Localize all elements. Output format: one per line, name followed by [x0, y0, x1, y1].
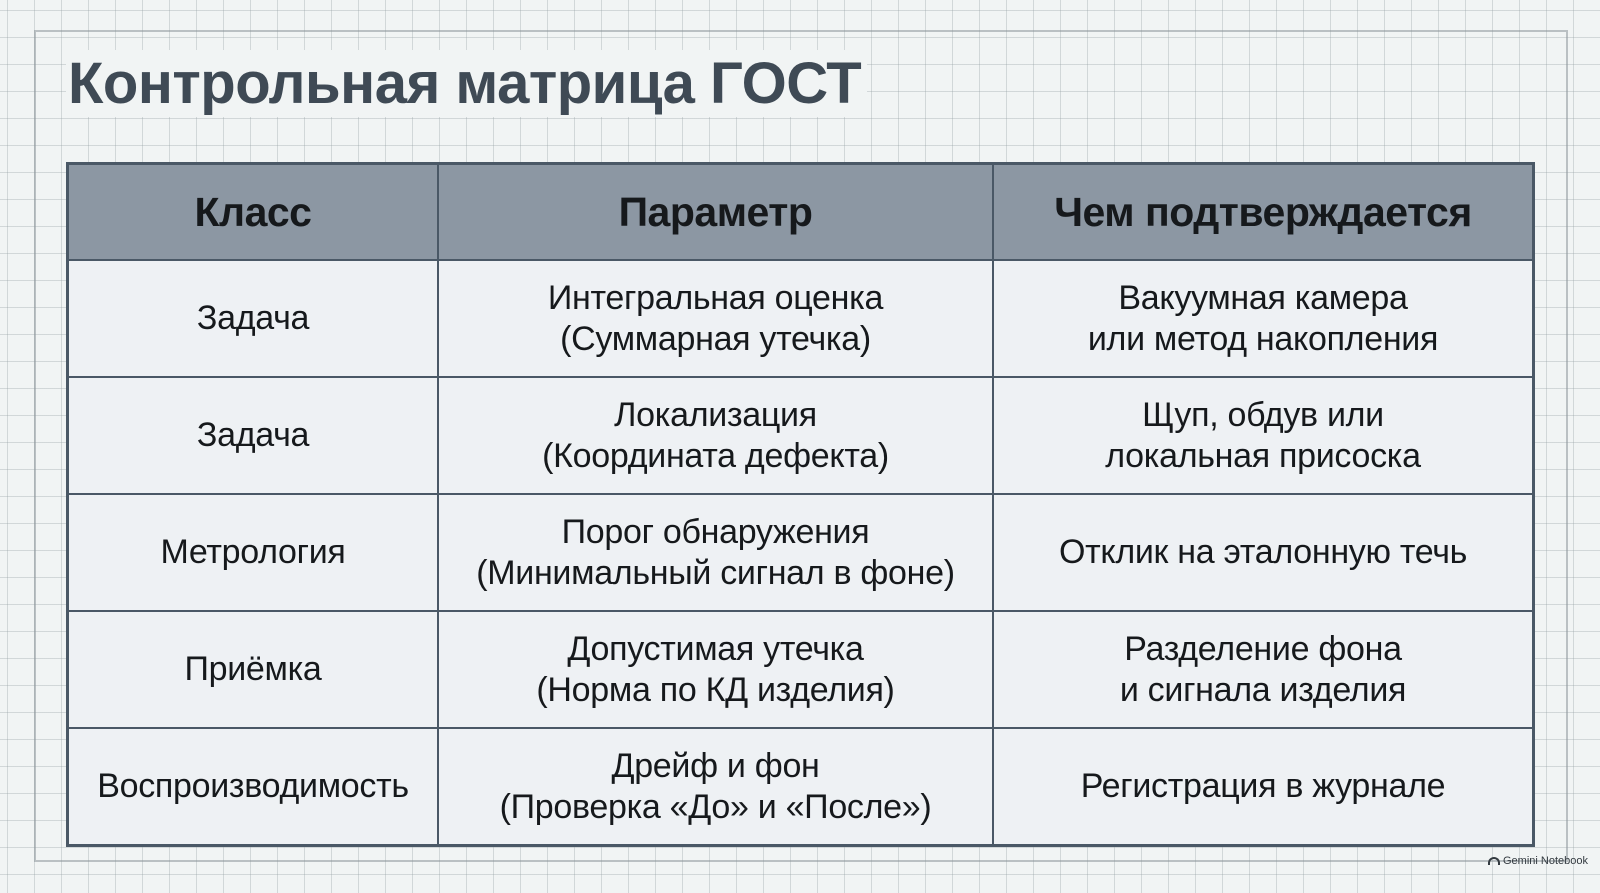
- confirmation-line: Отклик на эталонную течь: [1058, 533, 1468, 571]
- table-row: [68, 728, 1534, 846]
- header-row: [68, 164, 1534, 261]
- watermark: [1488, 855, 1588, 867]
- class-cell: Воспроизводимость: [68, 728, 439, 846]
- parameter-note: (Норма по КД изделия): [536, 670, 895, 709]
- confirmation-cell: [993, 377, 1534, 494]
- confirmation-line: Щуп, обдув или: [1142, 395, 1384, 434]
- confirmation-cell: [993, 611, 1534, 728]
- table-row: [68, 377, 1534, 494]
- class-cell: Метрология: [68, 494, 439, 611]
- parameter-cell: [438, 728, 993, 846]
- parameter-line: Локализация: [614, 395, 817, 434]
- parameter-cell: [438, 260, 993, 377]
- parameter-note: (Проверка «До» и «После»): [499, 787, 932, 826]
- class-cell: Приёмка: [68, 611, 439, 728]
- column-header-confirmation: Чем подтверждается: [993, 164, 1534, 261]
- parameter-note: (Минимальный сигнал в фоне): [476, 553, 955, 592]
- confirmation-line: Разделение фона: [1124, 629, 1402, 668]
- parameter-line: Порог обнаружения: [561, 512, 870, 551]
- column-header-parameter: Параметр: [438, 164, 993, 261]
- page-title: Контрольная матрица ГОСТ: [66, 50, 867, 117]
- column-header-class: Класс: [68, 164, 439, 261]
- table-row: [68, 260, 1534, 377]
- table-row: [68, 611, 1534, 728]
- parameter-cell: [438, 377, 993, 494]
- confirmation-cell: [993, 260, 1534, 377]
- table-row: [68, 494, 1534, 611]
- confirmation-line: Регистрация в журнале: [1080, 767, 1446, 805]
- parameter-line: Допустимая утечка: [567, 629, 864, 668]
- gost-control-matrix: [66, 162, 1535, 847]
- confirmation-cell: [993, 494, 1534, 611]
- confirmation-cell: [993, 728, 1534, 846]
- parameter-note: (Координата дефекта): [542, 436, 889, 475]
- parameter-note: (Суммарная утечка): [560, 319, 871, 358]
- confirmation-line: или метод накопления: [1087, 319, 1439, 358]
- notebook-logo-icon: [1488, 857, 1500, 865]
- parameter-line: Дрейф и фон: [611, 746, 820, 785]
- class-cell: Задача: [68, 377, 439, 494]
- parameter-line: Интегральная оценка: [547, 278, 884, 317]
- confirmation-line: локальная присоска: [1105, 436, 1421, 475]
- parameter-cell: [438, 494, 993, 611]
- class-cell: Задача: [68, 260, 439, 377]
- confirmation-line: и сигнала изделия: [1119, 670, 1407, 709]
- parameter-cell: [438, 611, 993, 728]
- watermark-text: Gemini Notebook: [1503, 855, 1588, 867]
- confirmation-line: Вакуумная камера: [1118, 278, 1408, 317]
